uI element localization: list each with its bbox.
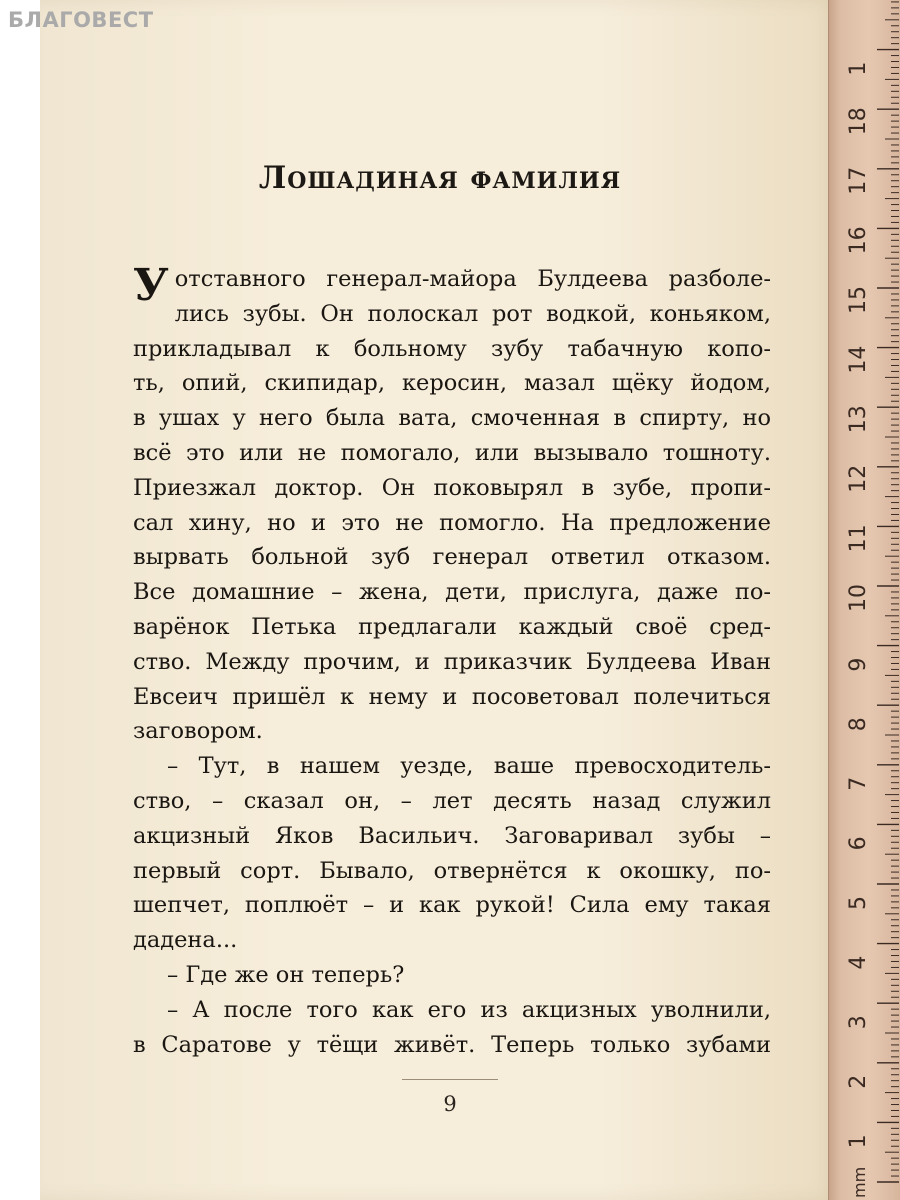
body-text — [133, 262, 771, 1062]
drop-cap: У — [133, 260, 169, 311]
ruler-number: 2 — [846, 1074, 871, 1089]
ruler-scale — [829, 0, 900, 1200]
text-line: Евсеич пришёл к нему и посоветовал полечиться — [133, 683, 771, 710]
text-line: Приезжал доктор. Он поковырял в зубе, пропи- — [133, 474, 771, 501]
text-line: сал хину, но и это не помогло. На предложение — [133, 509, 771, 536]
text-line: шепчет, поплюёт – и как рукой! Сила ему такая — [133, 892, 771, 919]
ruler-number: 5 — [846, 896, 871, 910]
text-line: ство, – сказал он, – лет десять назад служил — [133, 787, 771, 814]
chapter-title: Лошадиная фамилия — [258, 160, 622, 196]
ruler-number: 13 — [846, 405, 871, 434]
text-line: варёнок Петька предлагали каждый своё сред- — [133, 613, 771, 640]
text-line: ство. Между прочим, и приказчик Булдеева Иван — [133, 648, 771, 675]
ruler-number: 8 — [846, 717, 871, 732]
ruler-number: 16 — [846, 226, 871, 255]
text-line: – Тут, в нашем уезде, ваше превосходитель- — [167, 753, 771, 780]
ruler-number: 6 — [846, 836, 871, 851]
text-line: Все домашние – жена, дети, прислуга, даже по- — [133, 579, 771, 606]
text-line: – Где же он теперь? — [167, 961, 405, 988]
text-line: заговором. — [133, 718, 263, 745]
text-line: вырвать больной зуб генерал ответил отказом. — [133, 544, 771, 571]
ruler-number: 3 — [846, 1015, 871, 1030]
text-line: дадена... — [133, 927, 238, 954]
text-line: прикладывал к больному зубу табачную копо- — [133, 335, 771, 362]
ruler-number: 15 — [846, 286, 871, 314]
text-line: в Саратове у тёщи живёт. Теперь только зубами — [133, 1031, 771, 1058]
ruler-unit-label: mm — [850, 1166, 869, 1198]
text-line: первый сорт. Бывало, отвернётся к окошку, по- — [133, 857, 771, 884]
ruler-number: 1 — [846, 61, 871, 76]
first-line-text: отставного генерал-майора Булдеева разболе- — [174, 266, 771, 292]
ruler-number: 18 — [846, 107, 871, 136]
watermark-logo: БЛАГОВЕСТ — [8, 8, 154, 32]
ruler-number: 17 — [846, 166, 871, 195]
ruler-number: 11 — [846, 524, 871, 553]
ruler-number: 1 — [846, 1134, 871, 1149]
text-lines — [133, 297, 771, 1063]
text-line: – А после того как его из акцизных уволнили, — [167, 996, 771, 1023]
text-line: в ушах у него была вата, смоченная в спирту, но — [133, 405, 771, 432]
first-line — [133, 260, 771, 311]
page-number: 9 — [443, 1092, 457, 1116]
text-line: ть, опий, скипидар, керосин, мазал щёку йодом, — [133, 370, 771, 397]
ruler-number: 7 — [846, 776, 871, 791]
measuring-ruler — [828, 0, 900, 1200]
text-line: лись зубы. Он полоскал рот водкой, коньяком, — [174, 300, 771, 327]
text-line: акцизный Яков Васильич. Заговаривал зубы – — [133, 822, 771, 849]
ruler-number: 10 — [846, 584, 871, 612]
ruler-number: 12 — [846, 464, 871, 493]
ruler-number: 9 — [846, 657, 871, 672]
text-line: всё это или не помогало, или вызывало тошноту. — [133, 439, 771, 466]
page-divider — [402, 1079, 498, 1080]
ruler-number: 4 — [846, 955, 871, 970]
ruler-number: 14 — [846, 345, 871, 374]
